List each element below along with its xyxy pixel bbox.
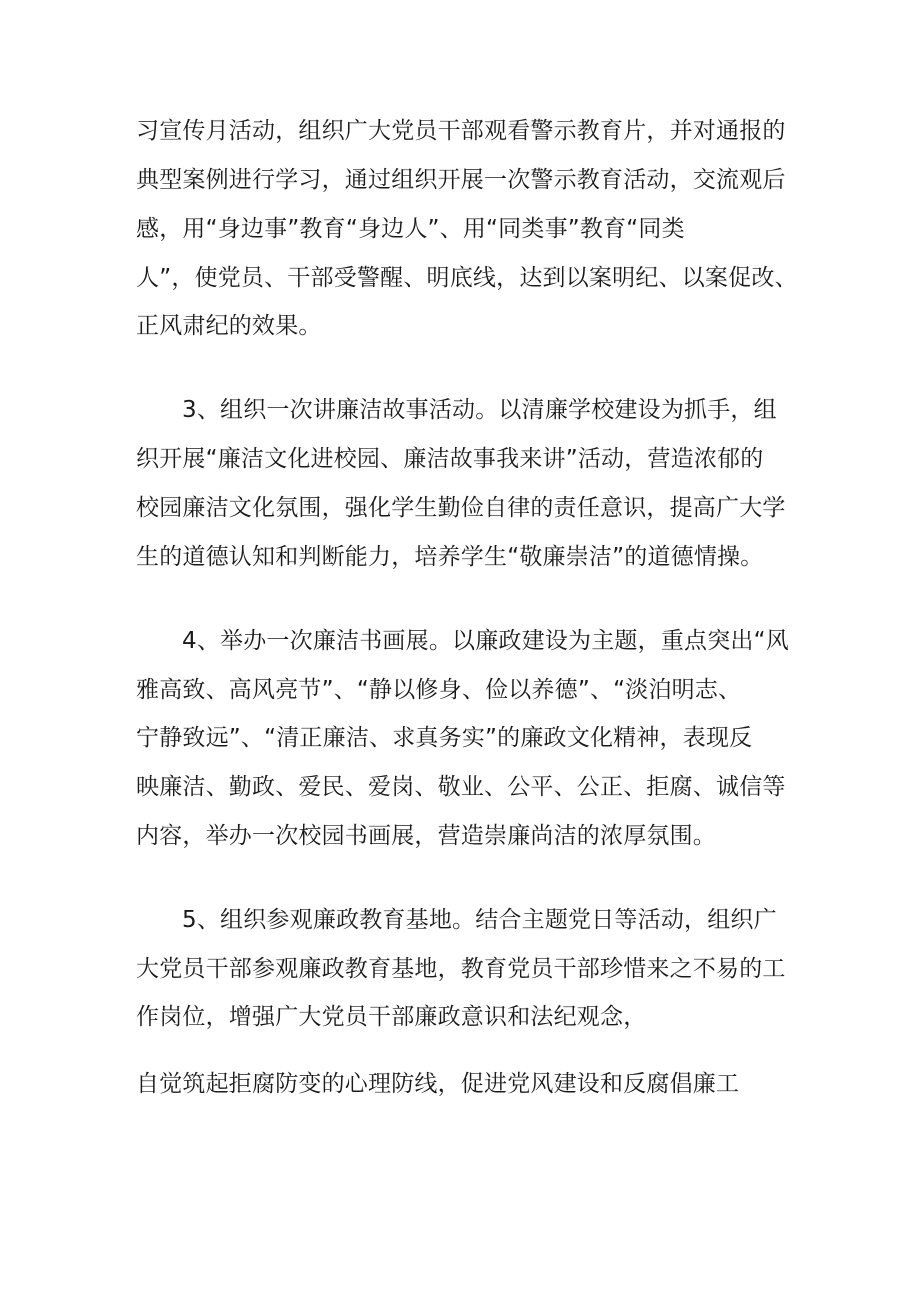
text-line: 习宣传月活动，组织广大党员干部观看警示教育片，并对通报的 — [136, 118, 786, 144]
text-line: 人”，使党员、干部受警醒、明底线，达到以案明纪、以案促改、 — [136, 265, 798, 291]
text-line: 正风肃纪的效果。 — [136, 313, 322, 339]
text-line: 雅高致、高风亮节”、“静以修身、俭以养德”、“淡泊明志、 — [136, 677, 742, 703]
text-line: 3、组织一次讲廉洁故事活动。以清廉学校建设为抓手，组 — [182, 397, 777, 423]
text-line: 感，用“身边事”教育“身边人”、用“同类事”教育“同类 — [136, 216, 685, 242]
text-line: 生的道德认知和判断能力，培养学生“敬廉崇洁”的道德情操。 — [136, 544, 764, 570]
text-line: 织开展“廉洁文化进校园、廉洁故事我来讲”活动，营造浓郁的 — [136, 446, 764, 472]
text-line: 典型案例进行学习，通过组织开展一次警示教育活动，交流观后 — [136, 167, 786, 193]
text-line: 大党员干部参观廉政教育基地，教育党员干部珍惜来之不易的工 — [136, 956, 786, 982]
text-line: 校园廉洁文化氛围，强化学生勤俭自律的责任意识，提高广大学 — [136, 495, 786, 521]
text-line: 映廉洁、勤政、爱民、爱岗、敬业、公平、公正、拒腐、诚信等 — [136, 774, 786, 800]
text-line: 4、举办一次廉洁书画展。以廉政建设为主题，重点突出“风 — [182, 628, 789, 654]
text-line: 5、组织参观廉政教育基地。结合主题党日等活动，组织广 — [182, 907, 777, 933]
text-line: 内容，举办一次校园书画展，营造崇廉尚洁的浓厚氛围。 — [136, 823, 716, 849]
text-line: 自觉筑起拒腐防变的心理防线，促进党风建设和反腐倡廉工 — [136, 1071, 740, 1097]
text-line: 宁静致远”、“清正廉洁、求真务实”的廉政文化精神，表现反 — [136, 725, 753, 751]
text-line: 作岗位，增强广大党员干部廉政意识和法纪观念， — [136, 1004, 647, 1030]
